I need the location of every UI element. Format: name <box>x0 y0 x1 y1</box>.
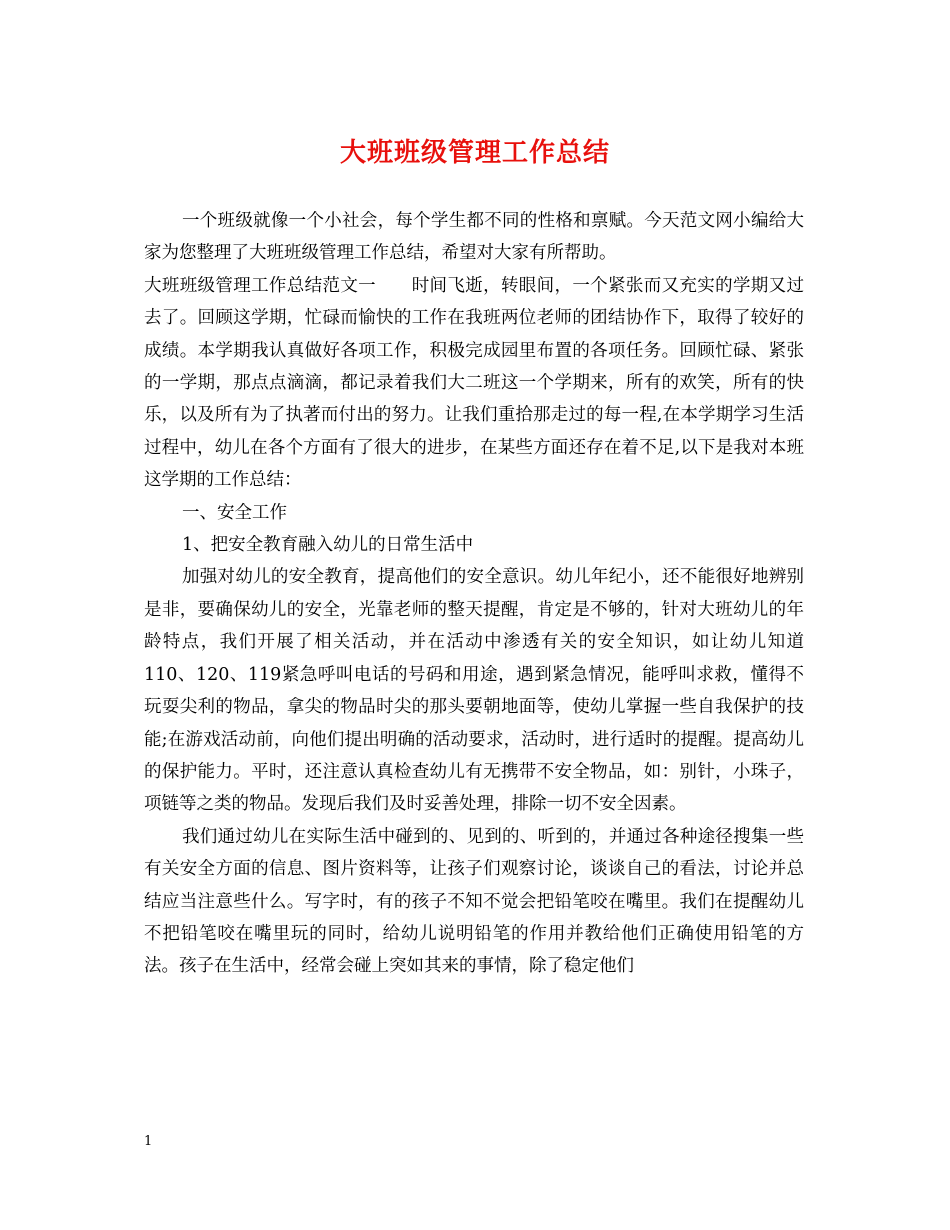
paragraph: 一个班级就像一个小社会，每个学生都不同的性格和禀赋。今天范文网小编给大家为您整理了大班班级管理工作总结，希望对大家有所帮助。 <box>144 211 804 264</box>
subsection-heading: 1、把安全教育融入幼儿的日常生活中 <box>182 535 474 556</box>
document-title: 大班班级管理工作总结 <box>339 138 610 168</box>
page-number: 1 <box>144 1134 153 1149</box>
paragraph: 我们通过幼儿在实际生活中碰到的、见到的、听到的，并通过各种途径搜集一些有关安全方面的信息、图片资料等，让孩子们观察讨论，谈谈自己的看法，讨论并总结应当注意些什么。写字时，有的孩子不知不觉会把铅笔咬在嘴里。我们在提醒幼儿不把铅笔咬在嘴里玩的同时，给幼儿说明铅笔的作用并教给他们正确使用铅笔的方法。孩子在生活中，经常会碰上突如其来的事情，除了稳定他们 <box>144 826 804 977</box>
paragraph: 大班班级管理工作总结范文一 时间飞逝，转眼间，一个紧张而又充实的学期又过去了。回顾这学期，忙碌而愉快的工作在我班两位老师的团结协作下，取得了较好的成绩。本学期我认真做好各项工作，积极完成园里布置的各项任务。回顾忙碌、紧张的一学期，那点点滴滴，都记录着我们大二班这一个学期来，所有的欢笑，所有的快乐，以及所有为了执著而付出的努力。让我们重拾那走过的每一程,在本学期学习生活过程中，幼儿在各个方面有了很大的进步，在某些方面还存在着不足,以下是我对本班这学期的工作总结： <box>144 275 804 491</box>
section-heading: 一、安全工作 <box>182 502 287 523</box>
document-body <box>144 205 804 983</box>
paragraph: 加强对幼儿的安全教育，提高他们的安全意识。幼儿年纪小，还不能很好地辨别是非，要确保幼儿的安全，光靠老师的整天提醒，肯定是不够的，针对大班幼儿的年龄特点，我们开展了相关活动，并在活动中渗透有关的安全知识，如让幼儿知道110、120、119紧急呼叫电话的号码和用途，遇到紧急情况，能呼叫求救，懂得不玩耍尖利的物品，拿尖的物品时尖的那头要朝地面等，使幼儿掌握一些自我保护的技能;在游戏活动前，向他们提出明确的活动要求，活动时，进行适时的提醒。提高幼儿的保护能力。平时，还注意认真检查幼儿有无携带不安全物品，如：别针，小珠子，项链等之类的物品。发现后我们及时妥善处理，排除一切不安全因素。 <box>144 567 804 815</box>
